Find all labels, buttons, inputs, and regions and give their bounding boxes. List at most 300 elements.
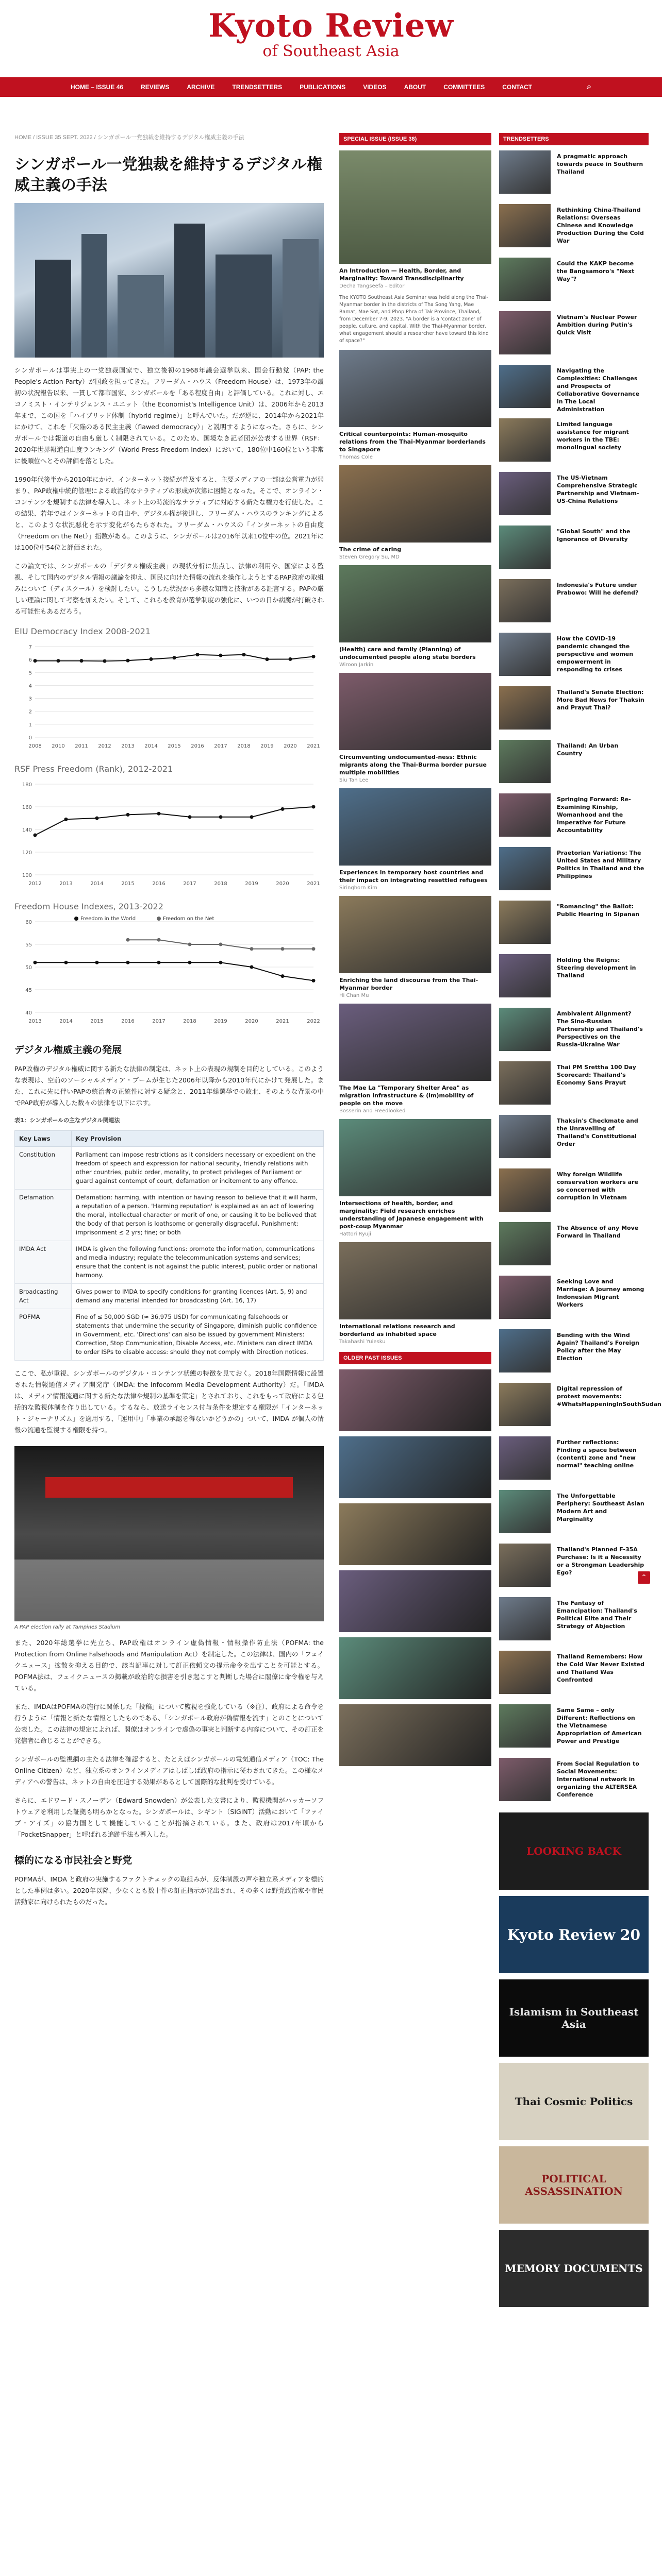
lead-author: Decha Tangseefa – Editor: [339, 283, 405, 289]
trendsetter-item[interactable]: [499, 1436, 649, 1485]
special-item-author: Bosserin and Freedlooked: [339, 1108, 406, 1114]
trendsetter-title[interactable]: Praetorian Variations: The United States and Military Politics in Thailand and the Philippines: [557, 850, 644, 879]
nav-item[interactable]: PUBLICATIONS: [300, 83, 346, 91]
trendsetter-title[interactable]: Rethinking China-Thailand Relations: Overseas Chinese and Knowledge Production During the Cold War: [557, 207, 644, 244]
trendsetter-title[interactable]: Seeking Love and Marriage: A journey among Indonesian Migrant Workers: [557, 1278, 644, 1308]
data-point: [126, 938, 130, 942]
article-thumbnail[interactable]: [339, 350, 491, 427]
table-cell: Defamation: [15, 1190, 72, 1241]
trendsetter-title[interactable]: Springing Forward: Re-Examining Kinship, Womanhood and the Imperative for Future Accountability: [557, 796, 631, 834]
special-item[interactable]: [339, 1004, 491, 1114]
trendsetter-item[interactable]: [499, 954, 649, 1003]
trendsetter-thumbnail[interactable]: [499, 1008, 551, 1051]
x-tick-label: 2017: [214, 743, 227, 749]
trendsetter-item[interactable]: [499, 1115, 649, 1163]
data-point: [188, 943, 192, 946]
nav-item[interactable]: ABOUT: [404, 83, 426, 91]
data-point: [34, 834, 37, 837]
y-tick-label: 7: [28, 645, 32, 650]
x-tick-label: 2020: [276, 881, 289, 887]
y-tick-label: 6: [28, 657, 32, 664]
special-issue-header: SPECIAL ISSUE (ISSUE 38): [339, 133, 491, 145]
trendsetter-title[interactable]: Thailand's Senate Election: More Bad News for Thaksin and Prayut Thai?: [557, 689, 644, 711]
trendsetter-item[interactable]: [499, 1222, 649, 1270]
chart-rsf: [14, 764, 324, 892]
legend-label: Freedom on the Net: [163, 916, 214, 922]
trendsetter-title[interactable]: The US-Vietnam Comprehensive Strategic Partnership and Vietnam-US-China Relations: [557, 474, 639, 504]
table-caption: 表1：シンガポールの主なデジタル関連法: [14, 1117, 120, 1124]
trendsetter-item[interactable]: [499, 901, 649, 949]
trendsetter-title[interactable]: A pragmatic approach towards peace in Southern Thailand: [557, 153, 643, 175]
table-row: [15, 1190, 324, 1241]
nav-item[interactable]: ARCHIVE: [187, 83, 215, 91]
trendsetter-title[interactable]: Why foreign Wildlife conservation workers are so concerned with corruption in Vietnam: [557, 1171, 638, 1201]
y-tick-label: 160: [22, 805, 32, 810]
trendsetter-item[interactable]: [499, 740, 649, 788]
paragraph: また、2020年総選挙に先立ち、PAP政権はオンライン虚偽情報・情報操作防止法（POFMA: the Protection from Online Falsehoods and Manipulation Act）を制定した。この法律は、国内の「フェイクニュース」拡散を抑える目的で、該当記事に対して訂正依頼文の提示命令を出すことを可能とする。POFMA法は、フェイクニュースの掲載が政治的な損害を引き起こすと判断した場合に閣僚に命令権を与えている。: [14, 1639, 324, 1692]
trendsetter-title[interactable]: "Global South" and the Ignorance of Diversity: [557, 528, 631, 543]
paragraph: POFMAが、IMDA と政府の実施するファクトチェックの取組みが、反体制派の声や独立系メディアを標的とした事例は多い。2020年以降、少なくとも数十件の訂正指示が発出され、その多くは野党政治家や市民活動家に向けられたものだった。: [14, 1875, 324, 1906]
breadcrumb: HOME / ISSUE 35 SEPT. 2022 / シンガポール一党独裁を維持するデジタル権威主義の手法: [14, 134, 244, 141]
trendsetter-item[interactable]: [499, 1276, 649, 1324]
lead-image[interactable]: [339, 150, 491, 264]
trendsetter-item[interactable]: [499, 686, 649, 735]
table-cell: Defamation: harming, with intention or having reason to believe that it will harm, a reputation of a person. 'Harming reputation' is explained as an act of lowering the moral, intellectual character or merit of one, or causing it to be believed that the body of that person is loathsome or generally disgraceful. Punishment: imprisonment ≤ 2 yrs; fine; or both: [72, 1190, 324, 1241]
trendsetter-title[interactable]: From Social Regulation to Social Movements: International network in organizing the ALTERSEA Conference: [557, 1760, 639, 1798]
trendsetter-thumbnail[interactable]: [499, 150, 551, 194]
data-point: [312, 805, 316, 809]
special-item-author: Hi Chan Mu: [339, 993, 369, 998]
special-item[interactable]: [339, 565, 491, 668]
trendsetter-item[interactable]: [499, 1383, 661, 1431]
x-tick-label: 2021: [307, 881, 320, 887]
x-tick-label: 2019: [245, 881, 258, 887]
paragraph: シンガポールの監視網の主たる法律を確認すると、たとえばシンガポールの電気通信メディア（TOC: The Online Citizen）など、独立系のオンラインメディアはしばしば政府の指示に従わされてきた。この様なメディアへの警告は、ネットの自由を圧迫する効果があるとして国際的な批判を受けている。: [14, 1755, 324, 1786]
lead-excerpt: The KYOTO Southeast Asia Seminar was held along the Thai-Myanmar border in the districts of Tha Song Yang, Mae Ramat, Mae Sot, and Phop Phra of Tak Province, Thailand, from December 7-9, 2023. "A border is a 'contact zone' of people, culture, and capital. With the Thai-Myanmar border, what engagement should a researcher have toward this kind of space?": [339, 295, 489, 344]
trendsetter-thumbnail[interactable]: [499, 526, 551, 569]
trendsetter-thumbnail[interactable]: [499, 1115, 551, 1158]
special-item-title[interactable]: International relations research and borderland as inhabited space: [339, 1323, 455, 1337]
publication-banner[interactable]: [499, 2063, 649, 2140]
trendsetter-title[interactable]: Navigating the Complexities: Challenges and Prospects of Collaborative Governance in The Local Administration: [557, 367, 640, 413]
legend-marker: [157, 917, 161, 921]
data-point: [34, 961, 37, 964]
special-item[interactable]: [339, 1119, 491, 1237]
article: [14, 155, 324, 1908]
x-tick-label: 2022: [307, 1019, 320, 1024]
trendsetter-item[interactable]: [499, 793, 649, 842]
trendsetter-item[interactable]: [499, 1597, 649, 1646]
paragraph: シンガポールは事実上の一党独裁国家で、独立後初の1968年議会選挙以来、国会行動党（PAP: the People's Action Party）が国政を担ってきた。フリーダム・ハウス（Freedom House）は、1973年の最初の状況報告以来、一貫して都市国家、シンガポールを「ある程度自由」と評価している。これに対し、エコノミスト・インテリジェンス・ユニット（the Economist's Intelligence Unit）は、2006年から2013年まで、この国を「ハイブリッド体制（hybrid regime）」と呼んでいた。だが逆に、2014年から2021年にかけて、これを「欠陥のある民主主義（flawed democracy）」と説明するようになった。さらに、シンガポールでは報道の自由も厳しく制限されている。このため、国境なき記者団が公表する世界（RSF：2020年世界報道自由度ランキング（World Press Freedom Index）において、180位中160位という非常に後順位へとその評価を落とした。: [14, 366, 324, 465]
paragraph: この論文では、シンガポールの「デジタル権威主義」の現状分析に焦点し、法律の利用や、国家による監視、そして国内のデジタル情報の議論を抑え、国民に向けた情報の流れを操作しようとするPAP政府の取組みについて（ディスクール）を検討したい。こうした状況から多様な知識と技術がある証言する。PAPの厳しい理論に関して考察を加えたい。そして、これらを教育が選挙制度の強化に、いつの日か病魔が打破される可能性もあるだろう。: [14, 562, 324, 615]
paragraph: また、IMDAはPOFMAの施行に関係した「投稿」について監視を強化している（※注）、政府による命令を行うように「情報と新たな情報としたものである、「シンガポール政府が偽情報を流す」とのことについて公表した。この法律の規定によれば、閣僚はオンラインで虚偽の事実と判断する内容について、その訂正を発信者に命じることができる。: [14, 1703, 324, 1744]
publication-title[interactable]: POLITICAL ASSASSINATION: [525, 2173, 623, 2197]
data-point: [157, 961, 161, 964]
special-item-author: Siu Tah Lee: [339, 777, 369, 783]
data-point: [64, 818, 68, 821]
special-item-author: Thomas Cole: [339, 454, 373, 460]
table-row: [15, 1241, 324, 1284]
special-item[interactable]: [339, 788, 491, 891]
table-header: Key Provision: [72, 1131, 324, 1147]
trendsetter-thumbnail[interactable]: [499, 740, 551, 783]
x-tick-label: 2013: [59, 881, 73, 887]
y-tick-label: 50: [25, 965, 32, 971]
special-item[interactable]: [339, 1242, 491, 1345]
trendsetter-thumbnail[interactable]: [499, 1168, 551, 1212]
table-row: [15, 1147, 324, 1190]
trendsetter-item[interactable]: [499, 526, 649, 574]
nav-item[interactable]: HOME – ISSUE 46: [71, 83, 124, 91]
trendsetter-item[interactable]: [499, 1008, 649, 1056]
trendsetter-thumbnail[interactable]: [499, 901, 551, 944]
legend-label: Freedom in the World: [80, 916, 136, 922]
x-tick-label: 2013: [28, 1019, 42, 1024]
y-tick-label: 55: [25, 942, 32, 948]
special-item[interactable]: [339, 350, 491, 460]
article-thumbnail[interactable]: [339, 1119, 491, 1196]
data-point: [34, 659, 37, 663]
trendsetter-title[interactable]: Thailand Remembers: How the Cold War Never Existed and Thailand Was Confronted: [557, 1653, 644, 1683]
publication-title[interactable]: LOOKING BACK: [526, 1845, 621, 1857]
article-thumbnail[interactable]: [339, 788, 491, 866]
eiu-chart: [14, 639, 324, 753]
back-to-top-button[interactable]: ⌃: [638, 1571, 650, 1584]
trendsetter-thumbnail[interactable]: [499, 472, 551, 515]
y-tick-label: 60: [25, 920, 32, 925]
x-tick-label: 2019: [214, 1019, 227, 1024]
x-tick-label: 2014: [90, 881, 104, 887]
y-tick-label: 45: [25, 988, 32, 993]
x-tick-label: 2018: [214, 881, 227, 887]
y-tick-label: 3: [28, 696, 32, 702]
table-row: [15, 1284, 324, 1309]
special-item-author: Steven Gregory Su, MD: [339, 554, 400, 560]
past-issue-cover[interactable]: [339, 1637, 491, 1699]
trendsetter-item[interactable]: [499, 365, 649, 413]
trendsetter-title[interactable]: Thailand: An Urban Country: [557, 742, 619, 757]
special-item[interactable]: [339, 465, 491, 560]
trendsetter-title[interactable]: Thai PM Srettha 100 Day Scorecard: Thailand's Economy Sans Prayut: [557, 1064, 636, 1086]
data-point: [242, 653, 246, 656]
trendsetter-title[interactable]: Thailand's Planned F-35A Purchase: Is it a Necessity or a Strongman Leadership Ego?: [557, 1546, 644, 1576]
x-tick-label: 2017: [183, 881, 196, 887]
trendsetter-thumbnail[interactable]: [499, 1544, 551, 1587]
table-cell: Constitution: [15, 1147, 72, 1190]
x-tick-label: 2014: [59, 1019, 73, 1024]
x-tick-label: 2021: [307, 743, 320, 749]
data-point: [157, 812, 161, 816]
trendsetter-thumbnail[interactable]: [499, 258, 551, 301]
data-point: [57, 659, 60, 663]
publication-banner[interactable]: [499, 2230, 649, 2307]
trendsetter-item[interactable]: [499, 1329, 649, 1378]
trendsetter-item[interactable]: [499, 150, 649, 199]
trendsetter-thumbnail[interactable]: [499, 1329, 551, 1372]
special-item-author: Wiroon Jarkin: [339, 662, 374, 668]
trendsetter-thumbnail[interactable]: [499, 954, 551, 997]
x-tick-label: 2015: [168, 743, 181, 749]
trendsetter-thumbnail[interactable]: [499, 1061, 551, 1105]
legend-marker: [74, 917, 78, 921]
series-line: [35, 807, 313, 835]
trendsetter-title[interactable]: Ambivalent Alignment? The Sino-Russian Partnership and Thailand's Perspectives on the Russia-Ukraine War: [557, 1010, 643, 1048]
data-point: [173, 656, 176, 659]
data-point: [219, 654, 223, 657]
trendsetter-title[interactable]: Further reflections: Finding a space between (content) zone and "new normal" teaching online: [557, 1439, 637, 1469]
trendsetter-title[interactable]: Same Same – only Different: Reflections on the Vietnamese Appropriation of American Power and Prestige: [557, 1707, 642, 1744]
data-point: [188, 961, 192, 964]
y-tick-label: 120: [22, 850, 32, 856]
table-header: Key Laws: [15, 1131, 72, 1147]
table-cell: Gives power to IMDA to specify conditions for granting licences (Art. 5, 9) and demand any material intended for broadcasting (Art. 16, 17): [72, 1284, 324, 1309]
publication-title[interactable]: Islamism in Southeast Asia: [509, 2006, 639, 2030]
x-tick-label: 2010: [52, 743, 65, 749]
data-point: [126, 961, 130, 964]
nav-item[interactable]: TRENDSETTERS: [232, 83, 283, 91]
x-tick-label: 2012: [28, 881, 42, 887]
nav-item[interactable]: REVIEWS: [141, 83, 170, 91]
special-item-title[interactable]: The crime of caring: [339, 546, 402, 553]
trendsetter-thumbnail[interactable]: [499, 1704, 551, 1748]
publication-banner[interactable]: [499, 1979, 649, 2057]
article-thumbnail[interactable]: [339, 565, 491, 642]
trendsetters-header: TRENDSETTERS: [499, 133, 649, 145]
trendsetter-item[interactable]: [499, 579, 649, 628]
chart-fh: [14, 902, 324, 1030]
trendsetter-item[interactable]: [499, 633, 649, 681]
trendsetter-thumbnail[interactable]: [499, 1436, 551, 1480]
data-point: [281, 807, 285, 811]
trendsetter-title[interactable]: "Romancing" the Ballot: Public Hearing in Sipanan: [557, 903, 639, 918]
special-item-title[interactable]: Experiences in temporary host countries and their impact on integrating resettled refugees: [339, 869, 488, 884]
publication-banner[interactable]: [499, 2146, 649, 2224]
trendsetter-title[interactable]: The Unforgettable Periphery: Southeast Asian Modern Art and Marginality: [557, 1493, 644, 1522]
trendsetter-thumbnail[interactable]: [499, 1597, 551, 1640]
data-point: [95, 961, 99, 964]
publication-title[interactable]: MEMORY DOCUMENTS: [505, 2262, 643, 2275]
table-row: [15, 1309, 324, 1361]
trendsetter-title[interactable]: Thaksin's Checkmate and the Unravelling of Thailand's Constitutional Order: [557, 1117, 638, 1147]
photo-caption: A PAP election rally at Tampines Stadium: [14, 1624, 121, 1630]
x-tick-label: 2017: [152, 1019, 166, 1024]
x-tick-label: 2018: [183, 1019, 196, 1024]
article-thumbnail[interactable]: [339, 1004, 491, 1081]
publication-title[interactable]: Thai Cosmic Politics: [515, 2095, 633, 2108]
article-thumbnail[interactable]: [339, 896, 491, 973]
trendsetter-thumbnail[interactable]: [499, 204, 551, 247]
trendsetter-thumbnail[interactable]: [499, 1651, 551, 1694]
data-point: [312, 947, 316, 951]
trendsetter-thumbnail[interactable]: [499, 1758, 551, 1801]
table-cell: Parliament can impose restrictions as it considers necessary or expedient on the freedom of speech and expression for national security, friendly relations with other countries, public order, morality, to protect privileges of Parliament or guard against contempt of court, defamation or incitement to any offence.: [72, 1147, 324, 1190]
site-logo[interactable]: Kyoto Review: [208, 7, 454, 44]
paragraph: 1990年代後半から2010年にかけ、インターネット接続が普及すると、主要メディアの一部は公営電力が弱まり、PAP政権中統的管理による政治的なナラティブの形成が次第に困難となった。そこで、オンライン・コンテンツを規制する法律を導入し、ネット上の時流的なナラティブに対応する新たな権力を行使した。この結果、若年ではインターネットの自由や、デジタル権が後退し、フリーダム・ハウスのランキングによると、このような状況悪化を示す変化がもたらされた。フリーダム・ハウスの「インターネットの自由度（Freedom on the Net）」指数がある。このように、シンガポールは2016年以来10位中の位。2021年には100位中54位と評価された。: [14, 476, 324, 551]
past-issue-cover[interactable]: [339, 1570, 491, 1632]
data-point: [188, 815, 192, 819]
publication-banner[interactable]: [499, 1812, 649, 1890]
trendsetter-thumbnail[interactable]: [499, 579, 551, 622]
trendsetter-item[interactable]: [499, 1758, 649, 1806]
y-tick-label: 100: [22, 873, 32, 878]
special-item-title[interactable]: Circumventing undocumented-ness: Ethnic migrants along the Thai-Burma border pursue multiple mobilities: [339, 754, 487, 776]
x-tick-label: 2013: [121, 743, 135, 749]
data-point: [250, 965, 254, 969]
data-point: [95, 817, 99, 820]
data-point: [196, 653, 200, 656]
data-point: [150, 657, 153, 661]
paragraph: ここで、私が重視、シンガポールのデジタル・コンテンツ状態の特徴を見ておく。2018年国際情報に設置された情報通信メディア開発庁（IMDA: the Infocomm Media Development Authority）だ。「IMDAは、メディア情報流通に関する新たな法律や規制の基準を策定」とされており、これをもって政府による包括的な監視体制を作り出している。するなら、放送ライセンス付与条件を規定する権限が「インターネット・ジャーナリズム」を適用する、「運用中」「事業の承認を得ないかどうかの」ついて、IMDA が個人の情報の流通を監視する権限を持つ。: [14, 1369, 324, 1434]
data-point: [157, 938, 161, 942]
x-tick-label: 2016: [121, 1019, 135, 1024]
section-heading: 標的になる市民社会と野党: [14, 1855, 133, 1866]
data-point: [103, 659, 107, 663]
x-tick-label: 2015: [90, 1019, 104, 1024]
past-issue-cover[interactable]: [339, 1704, 491, 1766]
trendsetter-item[interactable]: [499, 1061, 649, 1110]
publication-banner[interactable]: [499, 1896, 649, 1973]
special-item[interactable]: [339, 673, 491, 783]
page-title: シンガポール一党独裁を維持するデジタル権威主義の手法: [14, 156, 322, 194]
y-tick-label: 140: [22, 827, 32, 833]
trendsetter-title[interactable]: Holding the Reigns: Steering development in Thailand: [557, 957, 636, 979]
special-item-author: Hattori Ryuji: [339, 1231, 371, 1237]
laws-table: [14, 1130, 324, 1361]
table-cell: POFMA: [15, 1309, 72, 1361]
article-thumbnail[interactable]: [339, 1242, 491, 1319]
past-issue-cover[interactable]: [339, 1503, 491, 1565]
trendsetter-title[interactable]: Digital repression of protest movements: #WhatsHappeningInSouthSudan: [557, 1385, 661, 1408]
paragraph: PAP政権のデジタル権威に関する新たな法律の制定は、ネット上の表現の規制を目的としている。このような表現は、空前のソーシャルメディア・ブームが生じた2006年以降から2010年代にかけて発展した。また、これに先に伴いPAPの統治者の正統性に対する疑念と、2011年総選挙での敗北、そのような背景の中でPAP政府が導入した数々の法律を以下に示す。: [14, 1065, 324, 1107]
site-header: [0, 0, 662, 77]
trendsetter-item[interactable]: [499, 1544, 649, 1592]
special-item-title[interactable]: Critical counterpoints: Human-mosquito relations from the Thai-Myanmar borderlands to Singapore: [339, 431, 486, 453]
trendsetter-thumbnail[interactable]: [499, 418, 551, 462]
trendsetter-thumbnail[interactable]: [499, 1383, 551, 1426]
special-item-title[interactable]: Enriching the land discourse from the Thai-Myanmar border: [339, 977, 478, 991]
special-item-author: Takahashi Yuiesku: [339, 1339, 386, 1345]
trendsetter-title[interactable]: Vietnam's Nuclear Power Ambition during Putin's Quick Visit: [557, 314, 637, 336]
data-point: [266, 657, 269, 661]
special-item-title[interactable]: (Health) care and family (Planning) of undocumented people along state borders: [339, 646, 476, 660]
data-point: [289, 657, 292, 661]
x-tick-label: 2020: [284, 743, 297, 749]
trendsetter-title[interactable]: The Absence of any Move Forward in Thailand: [557, 1225, 639, 1239]
x-tick-label: 2012: [98, 743, 111, 749]
y-tick-label: 4: [28, 683, 32, 689]
trendsetter-item[interactable]: [499, 1168, 649, 1217]
trendsetter-thumbnail[interactable]: [499, 311, 551, 354]
trendsetter-thumbnail[interactable]: [499, 793, 551, 837]
trendsetter-item[interactable]: [499, 1490, 649, 1538]
trendsetter-item[interactable]: [499, 418, 649, 467]
special-item-title[interactable]: The Mae La "Temporary Shelter Area" as migration infrastructure & (im)mobility of people on the move: [339, 1084, 474, 1107]
trendsetter-item[interactable]: [499, 1651, 649, 1699]
lead-title[interactable]: An Introduction — Health, Border, and Marginality: Toward Transdisciplinarity: [339, 267, 464, 282]
article-thumbnail[interactable]: [339, 673, 491, 750]
trendsetter-title[interactable]: How the COVID-19 pandemic changed the perspective and women empowerment in responding to crises: [557, 635, 634, 673]
trendsetter-item[interactable]: [499, 1704, 649, 1753]
trendsetters-column: [499, 133, 661, 2307]
rsf-chart: [14, 777, 324, 890]
nav-item[interactable]: COMMITTEES: [443, 83, 485, 91]
trendsetter-item[interactable]: [499, 472, 649, 520]
past-issue-cover[interactable]: [339, 1436, 491, 1498]
x-tick-label: 2008: [28, 743, 42, 749]
data-point: [219, 815, 223, 819]
trendsetter-title[interactable]: The Fantasy of Emancipation: Thailand's Political Elite and Their Strategy of Abjection: [557, 1600, 637, 1630]
hero-image: [14, 203, 324, 358]
special-item-author: Siringhorn Kim: [339, 885, 377, 891]
data-point: [219, 943, 223, 946]
data-point: [312, 655, 316, 658]
section-heading: デジタル権威主義の発展: [14, 1044, 122, 1056]
trendsetter-title[interactable]: Indonesia's Future under Prabowo: Will he defend?: [557, 582, 639, 596]
y-tick-label: 2: [28, 709, 32, 715]
x-tick-label: 2016: [152, 881, 166, 887]
special-issue-column: [339, 133, 491, 1766]
site-logo-sub: of Southeast Asia: [262, 42, 400, 60]
y-tick-label: 0: [28, 735, 32, 741]
paragraph: さらに、エドワード・スノーデン（Edward Snowden）が公表した文書により、監視機関がハッカーソフトウェアを利用した証拠も明らかとなった。シンガポールは、シギント（SIGINT）活動において「ファイブ・アイズ」の協力国として機能していることが指摘されている。また、政府は2017年頃から「PocketSnapper」と呼ばれる追跡手法も導入した。: [14, 1797, 324, 1838]
chart-title: EIU Democracy Index 2008-2021: [14, 626, 151, 636]
past-issue-cover[interactable]: [339, 1369, 491, 1431]
trendsetter-thumbnail[interactable]: [499, 686, 551, 730]
y-tick-label: 1: [28, 722, 32, 728]
nav-item[interactable]: VIDEOS: [363, 83, 387, 91]
y-tick-label: 5: [28, 670, 32, 676]
x-tick-label: 2019: [260, 743, 274, 749]
trendsetter-thumbnail[interactable]: [499, 1222, 551, 1265]
trendsetter-item[interactable]: [499, 311, 649, 360]
fh-chart: [14, 914, 324, 1028]
chart-eiu: [14, 626, 324, 755]
trendsetter-title[interactable]: Could the KAKP become the Bangsamoro's "Next Way"?: [557, 260, 635, 282]
trendsetter-item[interactable]: [499, 847, 649, 895]
data-point: [281, 947, 285, 951]
y-tick-label: 40: [25, 1010, 32, 1016]
trendsetter-thumbnail[interactable]: [499, 1276, 551, 1319]
special-item-title[interactable]: Intersections of health, border, and marginality: Field research enriches understanding of Japanese engagement with post-coup Myanmar: [339, 1200, 484, 1230]
x-tick-label: 2011: [75, 743, 88, 749]
trendsetter-thumbnail[interactable]: [499, 847, 551, 890]
trendsetter-thumbnail[interactable]: [499, 633, 551, 676]
trendsetter-item[interactable]: [499, 204, 649, 252]
trendsetter-thumbnail[interactable]: [499, 365, 551, 408]
data-point: [126, 813, 130, 817]
nav-item[interactable]: CONTACT: [502, 83, 533, 91]
x-tick-label: 2021: [276, 1019, 289, 1024]
series-line: [35, 962, 313, 980]
article-thumbnail[interactable]: [339, 465, 491, 543]
x-tick-label: 2016: [191, 743, 204, 749]
chart-title: RSF Press Freedom (Rank), 2012-2021: [14, 764, 173, 774]
rally-photo: [14, 1446, 324, 1621]
publication-title[interactable]: Kyoto Review 20: [507, 1926, 640, 1943]
trendsetter-item[interactable]: [499, 258, 649, 306]
table-cell: Fine of ≤ 50,000 SGD (≈ 36,975 USD) for communicating falsehoods or statements that undermine the security of Singapore, diminish public confidence in Government, etc. 'Directions' can also be issued by government Ministers: Correction, Stop Communication, Disable Access, etc. Ministers can direct IMDA to order ISPs to disable access: should they not comply with Direction notices.: [72, 1309, 324, 1361]
trendsetter-title[interactable]: Bending with the Wind Again? Thailand's Foreign Policy after the May Election: [557, 1332, 639, 1362]
trendsetter-thumbnail[interactable]: [499, 1490, 551, 1533]
x-tick-label: 2015: [121, 881, 135, 887]
trendsetter-title[interactable]: Limited language assistance for migrant workers in the TBE: monolingual society: [557, 421, 629, 451]
main-nav: [0, 77, 662, 97]
data-point: [250, 815, 254, 819]
search-icon[interactable]: ⌕: [587, 82, 591, 91]
x-tick-label: 2018: [237, 743, 251, 749]
data-point: [80, 659, 84, 663]
special-item[interactable]: [339, 896, 491, 998]
